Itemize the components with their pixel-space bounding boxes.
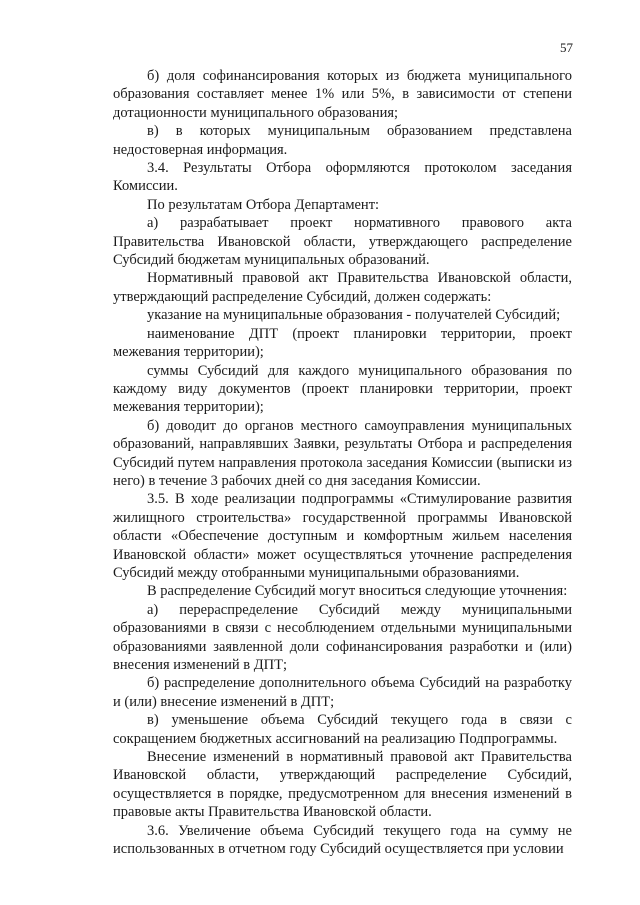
page-number: 57 xyxy=(560,40,573,55)
paragraph: а) разрабатывает проект нормативного правового акта Правительства Ивановской области, утверждающего распределение Субсидий бюджетам муниципальных образований. xyxy=(113,215,572,269)
paragraph: В распределение Субсидий могут вноситься следующие уточнения: xyxy=(147,583,568,600)
paragraph: б) доводит до органов местного самоуправления муниципальных образований, направлявших Заявки, результаты Отбора и распределения Субсидий путем направления протокола заседания Комиссии (выписки из него) в течение 3 рабочих дней со дня заседания Комиссии. xyxy=(113,417,572,489)
paragraph: в) в которых муниципальным образованием представлена недостоверная информация. xyxy=(113,123,572,158)
paragraph: По результатам Отбора Департамент: xyxy=(147,196,380,213)
paragraph: в) уменьшение объема Субсидий текущего года в связи с сокращением бюджетных ассигнований на реализацию Подпрограммы. xyxy=(113,712,572,747)
body-text xyxy=(113,67,572,858)
paragraph: наименование ДПТ (проект планировки территории, проект межевания территории); xyxy=(113,325,572,361)
paragraph: суммы Субсидий для каждого муниципального образования по каждому виду документов (проект планировки территории, проект межевания территории); xyxy=(113,362,572,416)
paragraph: Нормативный правовой акт Правительства Ивановской области, утверждающий распределение Субсидий, должен содержать: xyxy=(113,270,572,305)
paragraph: б) доля софинансирования которых из бюджета муниципального образования составляет менее 1% или 5%, в зависимости от степени дотационности муниципального образования; xyxy=(113,68,572,121)
paragraph: 3.5. В ходе реализации подпрограммы «Стимулирование развития жилищного строительства» государственной программы Ивановской области «Обеспечение доступным и комфортным жильем населения Ивановской области» может осуществляться уточнение распределения Субсидий между отобранными муниципальными образованиями. xyxy=(113,491,572,581)
paragraph: а) перераспределение Субсидий между муниципальными образованиями в связи с несоблюдением отдельными муниципальными образованиями заявленной доли софинансирования разработки и (или) внесения изменений в ДПТ; xyxy=(113,601,572,673)
paragraph: 3.4. Результаты Отбора оформляются протоколом заседания Комиссии. xyxy=(113,160,572,195)
paragraph: Внесение изменений в нормативный правовой акт Правительства Ивановской области, утверждающий распределение Субсидий, осуществляется в порядке, предусмотренном для внесения изменений в правовые акты Правительства Ивановской области. xyxy=(113,749,572,821)
paragraph: б) распределение дополнительного объема Субсидий на разработку и (или) внесение изменений в ДПТ; xyxy=(113,675,572,710)
paragraph: 3.6. Увеличение объема Субсидий текущего года на сумму не использованных в отчетном году Субсидий осуществляется при условии xyxy=(113,822,572,858)
paragraph: указание на муниципальные образования - получателей Субсидий; xyxy=(147,307,561,324)
